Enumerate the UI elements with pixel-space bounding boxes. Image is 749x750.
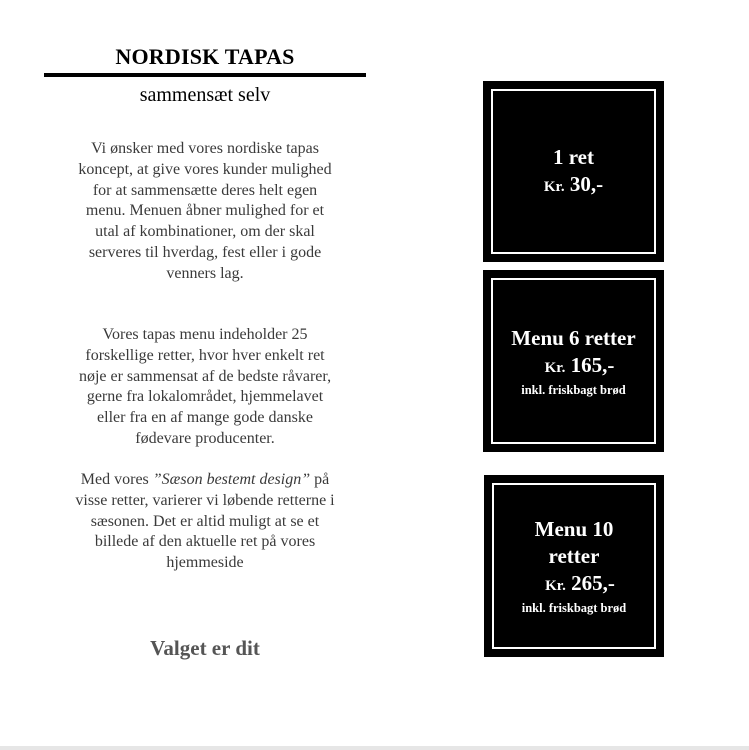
offer-price xyxy=(533,352,615,381)
price-value: 165,- xyxy=(570,352,615,377)
price-value: 30,- xyxy=(569,171,604,196)
season-text-after: på visse retter, varierer vi løbende retterne i sæsonen. Det er altid muligt at se et billede af den aktuelle ret på vores hjemmeside xyxy=(75,471,335,572)
currency-label: Kr. xyxy=(543,178,565,195)
closing-text: Valget er dit xyxy=(150,636,260,660)
season-text-before: Med vores xyxy=(80,471,153,488)
offer-title-line-2: retter xyxy=(548,544,600,568)
offer-box-menu-10 xyxy=(486,477,662,655)
page-title: NORDISK TAPAS xyxy=(115,44,295,69)
offer-box-inner xyxy=(492,483,656,649)
offer-price xyxy=(544,171,603,200)
season-design-paragraph xyxy=(74,470,336,574)
title-divider xyxy=(44,73,366,77)
currency-label: Kr. xyxy=(545,578,566,594)
offer-box-menu-6 xyxy=(485,272,662,450)
offer-price xyxy=(533,570,615,599)
menu-description-paragraph: Vores tapas menu indeholder 25 forskellige retter, hvor hver enkelt ret nøje er sammensat af de bedste råvarer, gerne fra lokalområdet, hjemmelavet eller fra en af mange gode danske fødevare producenter. xyxy=(78,326,332,447)
intro-paragraph: Vi ønsker med vores nordiske tapas koncept, at give vores kunder mulighed for at sammensætte deres helt egen menu. Menuen åbner mulighed for et utal af kombinationer, om der skal serveres til hverdag, fest eller i gode venners lag. xyxy=(78,140,332,282)
offer-title: Menu 6 retter xyxy=(511,325,636,350)
offer-note: inkl. friskbagt brød xyxy=(521,601,627,615)
bottom-edge xyxy=(0,746,749,750)
price-value: 265,- xyxy=(571,571,615,595)
offer-title: 1 ret xyxy=(552,144,594,169)
page-subtitle: sammensæt selv xyxy=(139,84,271,106)
offer-box-inner xyxy=(491,278,656,444)
offer-note: inkl. friskbagt brød xyxy=(521,382,626,397)
currency-label: Kr. xyxy=(544,359,566,376)
offer-title-line-1: Menu 10 xyxy=(534,517,614,541)
offer-box-1-ret xyxy=(485,83,662,260)
season-design-emphasis: ”Sæson bestemt design” xyxy=(152,471,311,488)
offer-box-inner xyxy=(491,89,656,254)
